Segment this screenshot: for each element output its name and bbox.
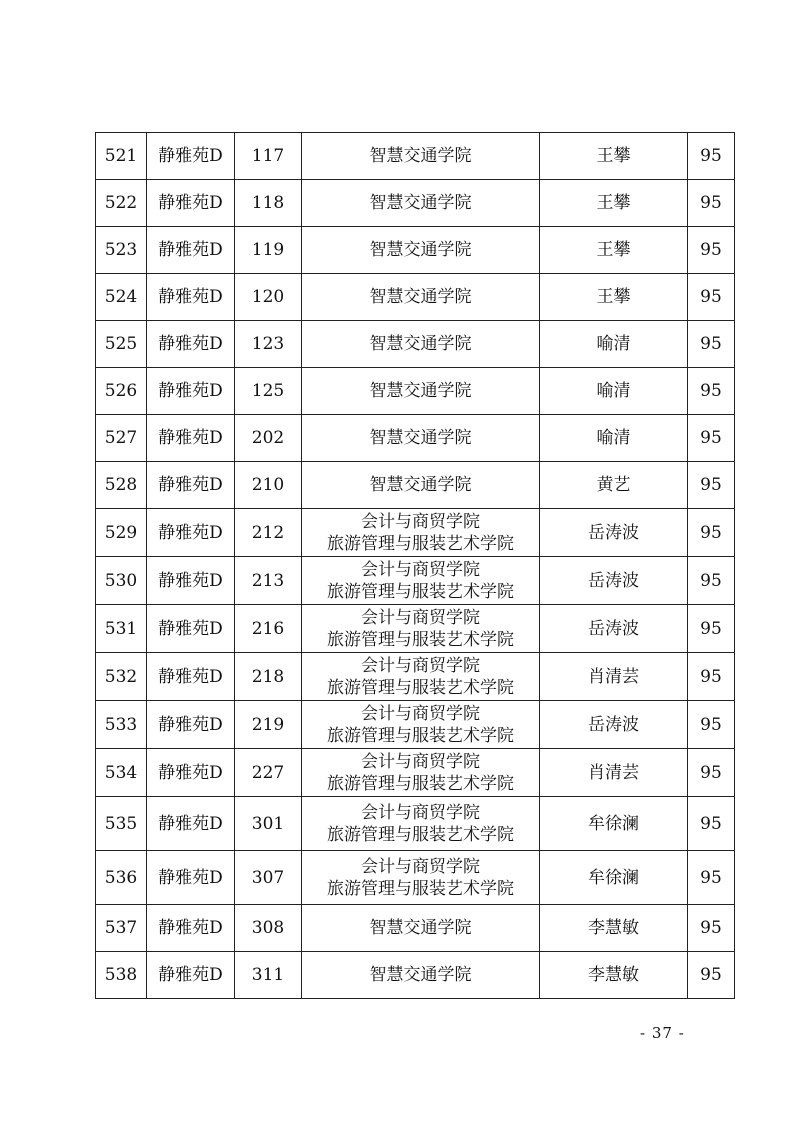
row-number-cell: 536 — [96, 851, 147, 905]
building-cell: 静雅苑D — [147, 701, 235, 749]
table-row — [96, 462, 735, 509]
room-number-cell: 301 — [235, 797, 302, 851]
row-number-cell: 527 — [96, 415, 147, 462]
row-number-cell: 531 — [96, 605, 147, 653]
department-cell — [302, 653, 540, 701]
manager-cell: 岳涛波 — [540, 509, 688, 557]
score-cell: 95 — [688, 701, 735, 749]
page-number: - 37 - — [640, 1024, 685, 1042]
row-number-cell: 535 — [96, 797, 147, 851]
table-row — [96, 227, 735, 274]
department-cell — [302, 368, 540, 415]
department-cell — [302, 462, 540, 509]
score-cell: 95 — [688, 509, 735, 557]
building-cell: 静雅苑D — [147, 227, 235, 274]
table-row — [96, 605, 735, 653]
row-number-cell: 530 — [96, 557, 147, 605]
department-name: 会计与商贸学院 — [361, 655, 480, 676]
row-number-cell: 523 — [96, 227, 147, 274]
score-cell: 95 — [688, 952, 735, 999]
table-row — [96, 701, 735, 749]
department-name: 会计与商贸学院 — [361, 856, 480, 877]
department-name: 旅游管理与服装艺术学院 — [327, 824, 514, 845]
department-cell — [302, 180, 540, 227]
department-cell — [302, 797, 540, 851]
room-number-cell: 311 — [235, 952, 302, 999]
score-cell: 95 — [688, 180, 735, 227]
room-number-cell: 307 — [235, 851, 302, 905]
department-name: 会计与商贸学院 — [361, 751, 480, 772]
row-number-cell: 528 — [96, 462, 147, 509]
department-name: 智慧交通学院 — [369, 146, 472, 166]
table-row — [96, 133, 735, 180]
room-number-cell: 123 — [235, 321, 302, 368]
manager-cell: 王攀 — [540, 133, 688, 180]
department-name: 智慧交通学院 — [369, 428, 472, 448]
room-number-cell: 213 — [235, 557, 302, 605]
department-cell — [302, 851, 540, 905]
room-number-cell: 202 — [235, 415, 302, 462]
room-number-cell: 227 — [235, 749, 302, 797]
score-cell: 95 — [688, 653, 735, 701]
department-cell — [302, 905, 540, 952]
building-cell: 静雅苑D — [147, 180, 235, 227]
room-number-cell: 118 — [235, 180, 302, 227]
table-row — [96, 321, 735, 368]
table-row — [96, 415, 735, 462]
department-name: 智慧交通学院 — [369, 918, 472, 938]
department-cell — [302, 274, 540, 321]
department-name: 旅游管理与服装艺术学院 — [327, 581, 514, 602]
table-row — [96, 274, 735, 321]
building-cell: 静雅苑D — [147, 653, 235, 701]
row-number-cell: 521 — [96, 133, 147, 180]
manager-cell: 牟徐澜 — [540, 797, 688, 851]
building-cell: 静雅苑D — [147, 749, 235, 797]
score-cell: 95 — [688, 274, 735, 321]
building-cell: 静雅苑D — [147, 321, 235, 368]
department-cell — [302, 952, 540, 999]
room-number-cell: 125 — [235, 368, 302, 415]
manager-cell: 王攀 — [540, 227, 688, 274]
department-cell — [302, 701, 540, 749]
department-name: 旅游管理与服装艺术学院 — [327, 629, 514, 650]
manager-cell: 喻清 — [540, 415, 688, 462]
score-cell: 95 — [688, 227, 735, 274]
room-number-cell: 120 — [235, 274, 302, 321]
building-cell: 静雅苑D — [147, 415, 235, 462]
score-cell: 95 — [688, 557, 735, 605]
building-cell: 静雅苑D — [147, 605, 235, 653]
room-number-cell: 219 — [235, 701, 302, 749]
department-cell — [302, 749, 540, 797]
building-cell: 静雅苑D — [147, 797, 235, 851]
row-number-cell: 526 — [96, 368, 147, 415]
department-name: 会计与商贸学院 — [361, 802, 480, 823]
score-cell: 95 — [688, 133, 735, 180]
manager-cell: 王攀 — [540, 274, 688, 321]
manager-cell: 岳涛波 — [540, 605, 688, 653]
manager-cell: 黄艺 — [540, 462, 688, 509]
building-cell: 静雅苑D — [147, 274, 235, 321]
department-name: 智慧交通学院 — [369, 965, 472, 985]
score-cell: 95 — [688, 605, 735, 653]
row-number-cell: 524 — [96, 274, 147, 321]
department-name: 会计与商贸学院 — [361, 607, 480, 628]
department-name: 智慧交通学院 — [369, 287, 472, 307]
row-number-cell: 533 — [96, 701, 147, 749]
table-row — [96, 557, 735, 605]
department-cell — [302, 133, 540, 180]
row-number-cell: 525 — [96, 321, 147, 368]
building-cell: 静雅苑D — [147, 557, 235, 605]
score-cell: 95 — [688, 851, 735, 905]
table-row — [96, 368, 735, 415]
department-name: 旅游管理与服装艺术学院 — [327, 533, 514, 554]
table-row — [96, 797, 735, 851]
row-number-cell: 522 — [96, 180, 147, 227]
manager-cell: 李慧敏 — [540, 905, 688, 952]
department-cell — [302, 321, 540, 368]
building-cell: 静雅苑D — [147, 133, 235, 180]
room-number-cell: 117 — [235, 133, 302, 180]
table-row — [96, 180, 735, 227]
row-number-cell: 532 — [96, 653, 147, 701]
score-cell: 95 — [688, 749, 735, 797]
department-name: 会计与商贸学院 — [361, 559, 480, 580]
table-row — [96, 509, 735, 557]
department-cell — [302, 557, 540, 605]
department-name: 旅游管理与服装艺术学院 — [327, 773, 514, 794]
room-number-cell: 119 — [235, 227, 302, 274]
department-cell — [302, 415, 540, 462]
room-number-cell: 218 — [235, 653, 302, 701]
score-cell: 95 — [688, 905, 735, 952]
manager-cell: 牟徐澜 — [540, 851, 688, 905]
table-row — [96, 653, 735, 701]
room-number-cell: 308 — [235, 905, 302, 952]
row-number-cell: 529 — [96, 509, 147, 557]
building-cell: 静雅苑D — [147, 462, 235, 509]
room-number-cell: 210 — [235, 462, 302, 509]
row-number-cell: 537 — [96, 905, 147, 952]
department-name: 智慧交通学院 — [369, 334, 472, 354]
manager-cell: 李慧敏 — [540, 952, 688, 999]
building-cell: 静雅苑D — [147, 368, 235, 415]
table-row — [96, 952, 735, 999]
manager-cell: 喻清 — [540, 368, 688, 415]
score-cell: 95 — [688, 415, 735, 462]
building-cell: 静雅苑D — [147, 905, 235, 952]
score-cell: 95 — [688, 368, 735, 415]
building-cell: 静雅苑D — [147, 509, 235, 557]
department-name: 会计与商贸学院 — [361, 511, 480, 532]
table-row — [96, 905, 735, 952]
room-number-cell: 212 — [235, 509, 302, 557]
row-number-cell: 538 — [96, 952, 147, 999]
department-name: 会计与商贸学院 — [361, 703, 480, 724]
table-row — [96, 851, 735, 905]
dormitory-score-table — [95, 132, 735, 999]
department-cell — [302, 605, 540, 653]
score-cell: 95 — [688, 321, 735, 368]
department-name: 智慧交通学院 — [369, 381, 472, 401]
building-cell: 静雅苑D — [147, 851, 235, 905]
score-cell: 95 — [688, 797, 735, 851]
department-cell — [302, 509, 540, 557]
room-number-cell: 216 — [235, 605, 302, 653]
manager-cell: 喻清 — [540, 321, 688, 368]
row-number-cell: 534 — [96, 749, 147, 797]
department-name: 旅游管理与服装艺术学院 — [327, 878, 514, 899]
manager-cell: 王攀 — [540, 180, 688, 227]
department-name: 智慧交通学院 — [369, 193, 472, 213]
department-name: 智慧交通学院 — [369, 475, 472, 495]
building-cell: 静雅苑D — [147, 952, 235, 999]
score-cell: 95 — [688, 462, 735, 509]
department-name: 旅游管理与服装艺术学院 — [327, 677, 514, 698]
manager-cell: 肖清芸 — [540, 749, 688, 797]
table-body — [96, 133, 735, 999]
table-row — [96, 749, 735, 797]
department-cell — [302, 227, 540, 274]
manager-cell: 肖清芸 — [540, 653, 688, 701]
department-name: 旅游管理与服装艺术学院 — [327, 725, 514, 746]
manager-cell: 岳涛波 — [540, 557, 688, 605]
department-name: 智慧交通学院 — [369, 240, 472, 260]
manager-cell: 岳涛波 — [540, 701, 688, 749]
